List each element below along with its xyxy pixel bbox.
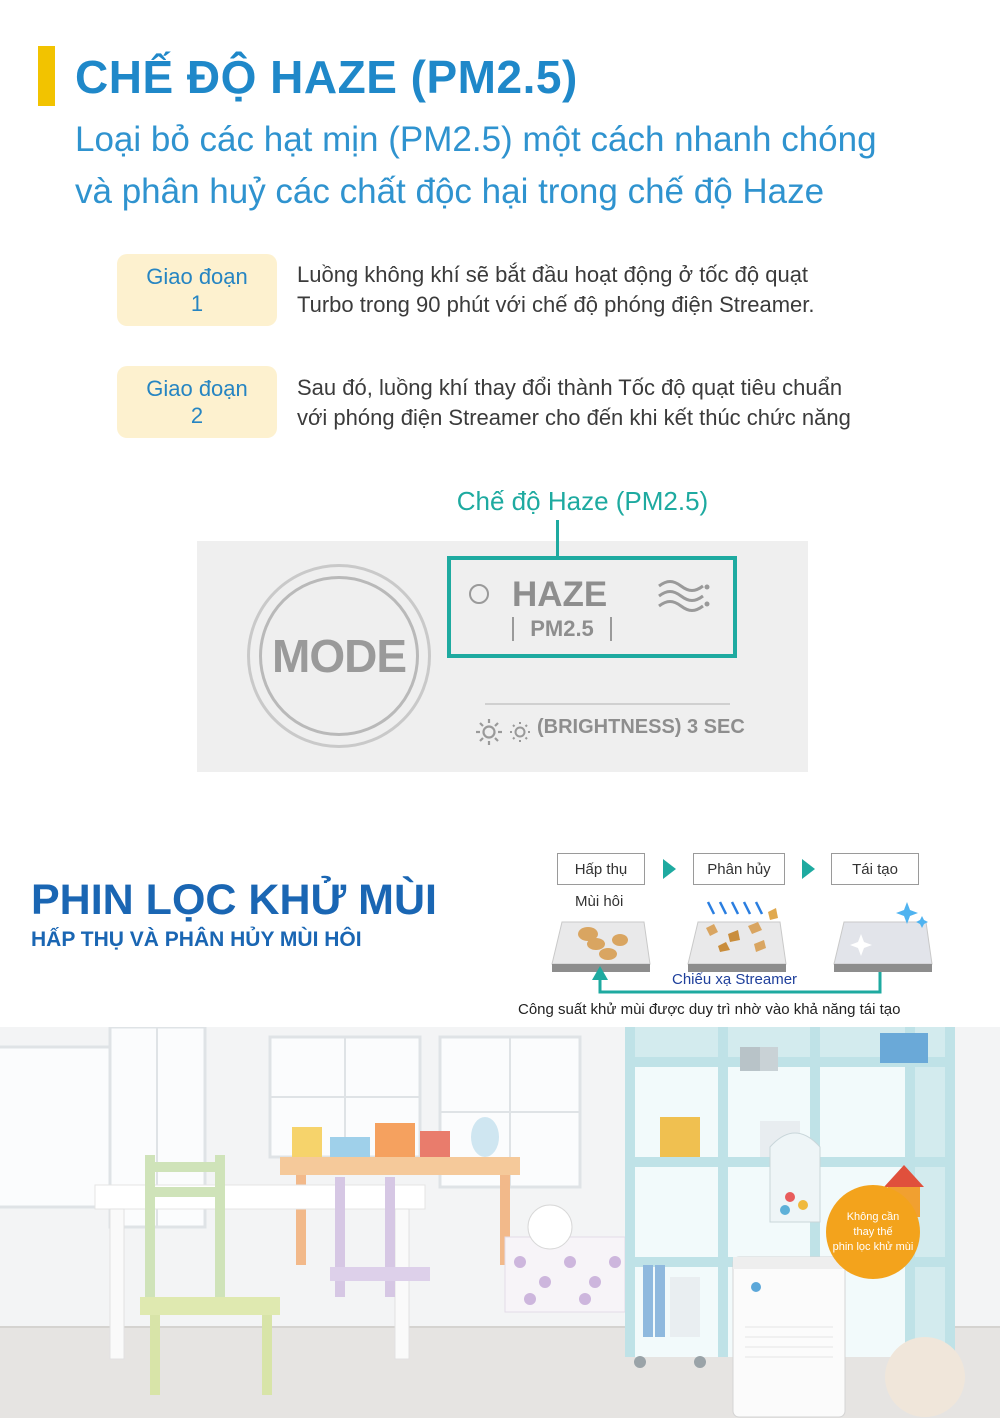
step-arrow-1-icon xyxy=(663,859,676,879)
haze-mode-callout: Chế độ Haze (PM2.5) xyxy=(456,486,709,516)
step-arrow-2-icon xyxy=(802,859,815,879)
badge-line-3: phin lọc khử mùi xyxy=(832,1240,914,1253)
step-decompose: Phân hủy xyxy=(693,853,785,885)
step-absorb: Hấp thụ xyxy=(557,853,645,885)
indicator-led-icon xyxy=(469,584,489,604)
deodorizing-subtitle: HẤP THỤ VÀ PHÂN HỦY MÙI HÔI xyxy=(31,928,362,951)
odor-label: Mùi hôi xyxy=(575,893,624,910)
stage-2-label: Giao đoạn xyxy=(146,376,248,401)
accent-bar xyxy=(38,46,55,106)
subtitle-line-1: Loại bỏ các hạt mịn (PM2.5) một cách nhanh chóng xyxy=(75,120,877,159)
filter-decompose-icon xyxy=(688,902,786,972)
stage-2-number: 2 xyxy=(190,403,204,428)
stage-1-label: Giao đoạn xyxy=(146,264,248,289)
page-subtitle xyxy=(75,114,975,218)
filter-regenerate-icon xyxy=(834,902,932,972)
stage-1-number: 1 xyxy=(190,291,204,316)
brightness-low-icon xyxy=(508,718,532,746)
stage-1-badge xyxy=(117,254,277,326)
no-filter-replacement-badge xyxy=(826,1185,920,1279)
page-title: CHẾ ĐỘ HAZE (PM2.5) xyxy=(75,51,578,103)
stage-2-badge xyxy=(117,366,277,438)
step-regenerate: Tái tạo xyxy=(831,853,919,885)
panel-divider xyxy=(485,703,730,705)
stage-1-line-2: Turbo trong 90 phút với chế độ phóng điện Streamer. xyxy=(297,292,815,317)
brightness-high-icon xyxy=(475,718,503,746)
stage-1-line-1: Luồng không khí sẽ bắt đầu hoạt động ở tốc độ quạt xyxy=(297,262,809,287)
stage-1-description xyxy=(297,260,977,320)
mode-button[interactable]: MODE xyxy=(259,576,419,736)
haze-wave-icon xyxy=(657,578,711,614)
subtitle-line-2: và phân huỷ các chất độc hại trong chế độ Haze xyxy=(75,172,825,211)
pm25-label: PM2.5 xyxy=(512,617,612,641)
stage-2-line-1: Sau đó, luồng khí thay đổi thành Tốc độ quạt tiêu chuẩn xyxy=(297,375,843,400)
stage-2-line-2: với phóng điện Streamer cho đến khi kết thúc chức năng xyxy=(297,405,851,430)
callout-connector xyxy=(556,520,559,556)
filter-absorb-icon xyxy=(552,922,650,972)
stage-2-description xyxy=(297,373,977,433)
regeneration-note: Công suất khử mùi được duy trì nhờ vào khả năng tái tạo xyxy=(518,1001,901,1018)
brightness-label: (BRIGHTNESS) 3 SEC xyxy=(537,716,745,738)
haze-label: HAZE xyxy=(512,575,608,614)
streamer-label: Chiếu xạ Streamer xyxy=(672,971,798,988)
badge-line-1: Không cần xyxy=(846,1210,900,1223)
deodorizing-title: PHIN LỌC KHỬ MÙI xyxy=(31,876,437,924)
badge-line-2: thay thế xyxy=(853,1225,893,1238)
